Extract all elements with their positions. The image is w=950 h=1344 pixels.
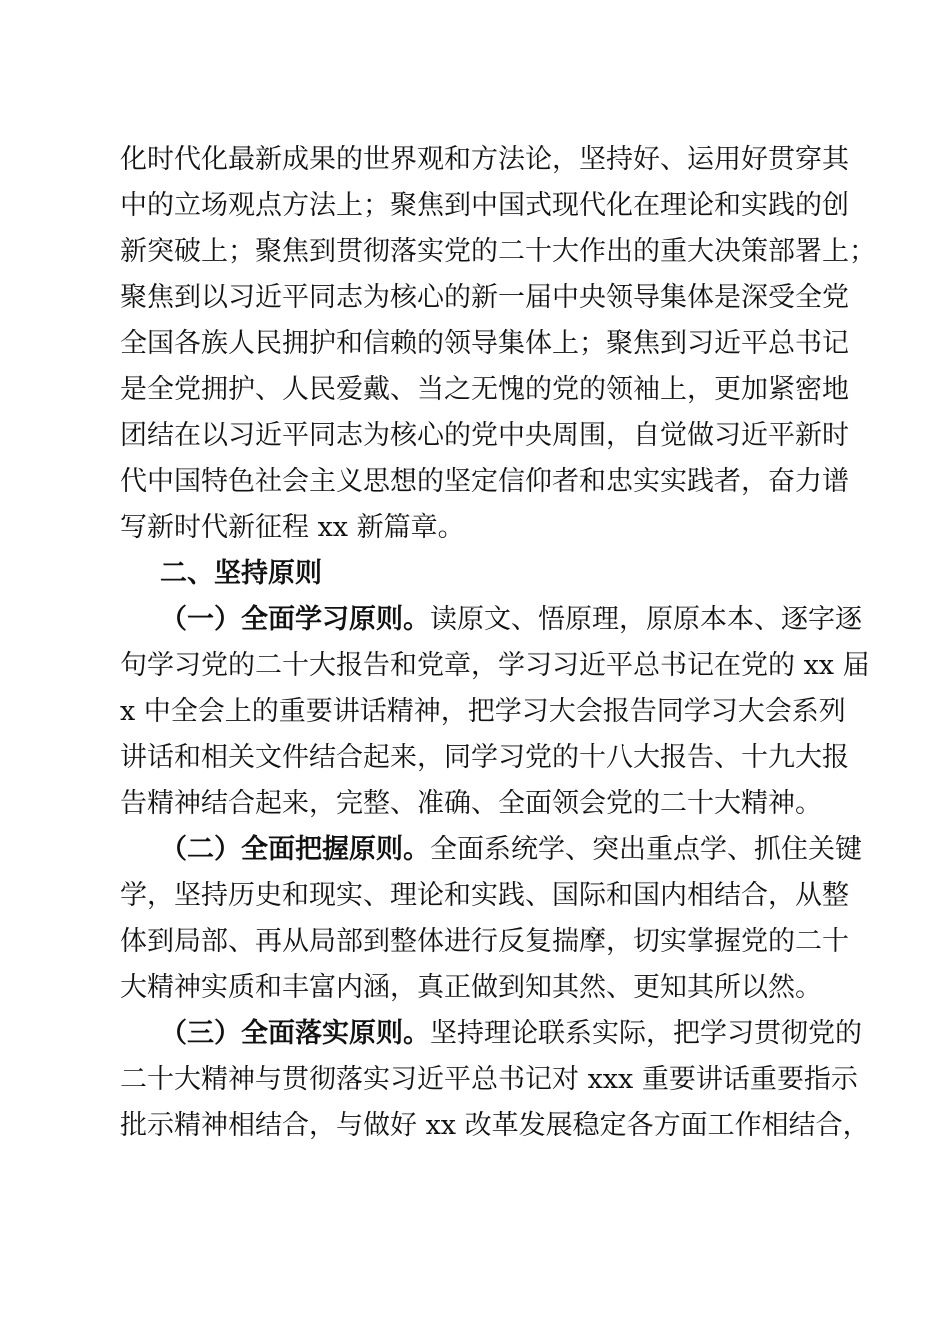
paragraph-line: 告精神结合起来，完整、准确、全面领会党的二十大精神。 [120, 788, 822, 819]
paragraph-line: 是全党拥护、人民爱戴、当之无愧的党的领袖上，更加紧密地 [120, 374, 849, 405]
paragraph-line: 新突破上；聚焦到贯彻落实党的二十大作出的重大决策部署上； [120, 236, 876, 267]
paragraph-line: 团结在以习近平同志为核心的党中央周围，自觉做习近平新时 [120, 420, 849, 451]
paragraph-line: x 中全会上的重要讲话精神，把学习大会报告同学习大会系列 [120, 696, 846, 727]
paragraph-line: 聚焦到以习近平同志为核心的新一届中央领导集体是深受全党 [120, 282, 849, 313]
paragraph-line: 句学习党的二十大报告和党章，学习习近平总书记在党的 xx 届 [120, 650, 870, 681]
paragraph-line: 讲话和相关文件结合起来，同学习党的十八大报告、十九大报 [120, 742, 849, 773]
paragraph-first-line [160, 602, 862, 638]
paragraph-line: 中的立场观点方法上；聚焦到中国式现代化在理论和实践的创 [120, 190, 849, 221]
paragraph-line: 批示精神相结合，与做好 xx 改革发展稳定各方面工作相结合， [120, 1110, 870, 1141]
paragraph-line: 写新时代新征程 xx 新篇章。 [120, 512, 465, 543]
section-heading: 二、坚持原则 [160, 558, 322, 589]
paragraph-first-line [160, 832, 862, 868]
paragraph-line: 体到局部、再从局部到整体进行反复揣摩，切实掌握党的二十 [120, 926, 849, 957]
paragraph-text: 读原文、悟原理，原原本本、逐字逐 [430, 604, 862, 635]
principle-title: （二）全面把握原则。 [160, 834, 430, 865]
principle-title: （一）全面学习原则。 [160, 604, 430, 635]
paragraph-line: 化时代化最新成果的世界观和方法论，坚持好、运用好贯穿其 [120, 144, 849, 175]
paragraph-line: 学，坚持历史和现实、理论和实践、国际和国内相结合，从整 [120, 880, 849, 911]
paragraph-first-line [160, 1016, 862, 1052]
paragraph-line: 代中国特色社会主义思想的坚定信仰者和忠实实践者，奋力谱 [120, 466, 849, 497]
principle-title: （三）全面落实原则。 [160, 1018, 430, 1049]
paragraph-line: 大精神实质和丰富内涵，真正做到知其然、更知其所以然。 [120, 972, 822, 1003]
paragraph-text: 全面系统学、突出重点学、抓住关键 [430, 834, 862, 865]
paragraph-text: 坚持理论联系实际，把学习贯彻党的 [430, 1018, 862, 1049]
paragraph-line: 二十大精神与贯彻落实习近平总书记对 xxx 重要讲话重要指示 [120, 1064, 858, 1095]
paragraph-line: 全国各族人民拥护和信赖的领导集体上；聚焦到习近平总书记 [120, 328, 849, 359]
